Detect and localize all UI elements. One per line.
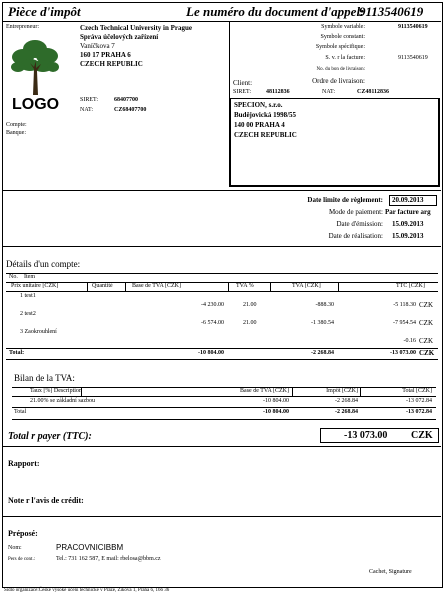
row-2-name: 2 test2	[20, 311, 36, 317]
vat-total-label: Total	[14, 409, 27, 415]
dates-divider	[3, 190, 441, 191]
due-date-label: Date limite de règlement:	[307, 196, 383, 204]
client-nat-label: NAT:	[322, 89, 336, 95]
supplier-line-5: CZECH REPUBLIC	[80, 60, 143, 68]
prepared-name: PRACOVNICIBBM	[56, 543, 124, 552]
realisation-date: 15.09.2013	[392, 232, 424, 240]
details-total-label: Total:	[9, 350, 25, 356]
issue-date: 15.09.2013	[392, 220, 424, 228]
symbol-label-2: Symbole spécifique:	[315, 44, 365, 50]
col-vat: TVA [CZK]	[292, 283, 321, 289]
row-1-ttc: -5 118.30	[393, 302, 416, 308]
supplier-siret: 68407700	[114, 97, 138, 103]
col-unit-price: Prix unitaire [CZK]	[11, 283, 59, 289]
col-no: No.	[9, 274, 18, 280]
client-line-1: SPECION, s.r.o.	[234, 101, 283, 109]
client-label: Client:	[233, 79, 253, 87]
symbol-value-3: 9113540619	[398, 55, 428, 61]
vat-row-vat: -2 268.84	[335, 398, 358, 404]
realisation-date-label: Date de réalisation:	[328, 232, 383, 240]
vat-col-total: Total [CZK]	[402, 388, 432, 394]
contact-value: Tel.: 731 162 587, E mail: rbelosa@bbm.cz	[56, 556, 161, 562]
supplier-line-2: Správa účelových zařízení	[80, 33, 159, 41]
table-header-rule-1	[6, 282, 438, 283]
col-item: Item	[24, 274, 35, 280]
details-total-ttc: -13 073.00	[390, 350, 416, 356]
row-1-base: -4 230.00	[201, 302, 224, 308]
document-title: Pièce d'impôt	[8, 4, 81, 19]
supplier-nat: CZ68407700	[114, 107, 147, 113]
table-total-rule	[6, 348, 438, 349]
payment-value: Par facture arg	[385, 208, 431, 216]
vat-col-rate: Taux [%] Description	[30, 388, 82, 394]
client-siret-label: SIRET:	[233, 89, 252, 95]
client-siret: 48112836	[266, 89, 290, 95]
vat-row-desc: 21.00% se základní sazbou	[30, 398, 95, 404]
header-divider	[3, 21, 441, 22]
vat-row-base: -10 804.00	[263, 398, 289, 404]
supplier-siret-label: SIRET:	[80, 97, 99, 103]
to-pay-label: Total r payer (TTC):	[8, 431, 92, 442]
banque-label: Banque:	[6, 130, 26, 136]
vat-summary-title: Bilan de la TVA:	[14, 373, 75, 383]
details-top-divider	[3, 246, 441, 247]
client-line-3: 140 00 PRAHA 4	[234, 121, 285, 129]
vat-total-vat: -2 268.84	[335, 409, 358, 415]
logo-text: LOGO	[12, 96, 60, 113]
to-pay-currency: CZK	[411, 430, 433, 441]
supplier-line-1: Czech Technical University in Prague	[80, 24, 192, 32]
details-total-vat: -2 268.84	[311, 350, 334, 356]
details-total-base: -10 804.00	[198, 350, 224, 356]
supplier-nat-label: NAT:	[80, 107, 94, 113]
client-line-2: Budějovická 1998/55	[234, 111, 297, 119]
stamp-signature-label: Cachet, Signature	[369, 569, 412, 575]
vat-header-sep-2	[292, 387, 293, 396]
payment-label: Mode de paiement:	[328, 208, 383, 216]
row-1-vat: -888.30	[315, 302, 334, 308]
doc-number-label: Le numéro du document d'appel:	[186, 4, 365, 19]
client-nat: CZ48112836	[357, 89, 390, 95]
supplier-line-3: Vaníčkova 7	[80, 42, 115, 50]
doc-number: 9113540619	[359, 4, 424, 19]
symbol-label-5: Ordre de livraison:	[312, 77, 365, 85]
col-quantity: Quantité	[92, 283, 113, 289]
vat-total-base: -10 804.00	[263, 409, 289, 415]
supplier-line-4: 160 17 PRAHA 6	[80, 51, 131, 59]
details-total-currency: CZK	[419, 349, 435, 357]
to-pay-value: -13 073.00	[344, 430, 388, 441]
row-1-currency: CZK	[419, 301, 433, 309]
contact-label: Pers de cont.:	[8, 557, 36, 562]
symbol-label-4: No. du bon de livraison:	[316, 67, 365, 72]
vat-header-sep-3	[360, 387, 361, 396]
symbol-label-0: Symbole variable:	[321, 24, 365, 30]
client-line-4: CZECH REPUBLIC	[234, 131, 297, 139]
table-header-rule-2	[6, 291, 438, 292]
table-bottom-rule	[6, 359, 438, 360]
credit-note-label: Note r l'avis de crédit:	[8, 496, 84, 505]
col-base: Base de TVA [CZK]	[132, 283, 181, 289]
issue-date-label: Date d'émission:	[336, 220, 383, 228]
header-sep-1	[87, 282, 88, 291]
rapport-label: Rapport:	[8, 459, 40, 468]
symbol-label-1: Symbole constant:	[320, 34, 365, 40]
table-top-rule	[6, 273, 438, 274]
due-date: 20.09.2013	[392, 196, 424, 204]
header-sep-2	[125, 282, 126, 291]
row-3-ttc: -0.16	[403, 338, 416, 344]
symbol-label-3: S. v. r la facture:	[325, 55, 365, 61]
vat-header-sep-1	[81, 387, 82, 396]
symbol-value-0: 9113540619	[398, 24, 428, 30]
compte-label: Compte:	[6, 122, 27, 128]
row-3-name: 3 Zaokrouhlení	[20, 329, 57, 335]
vat-col-vat: Impôt [CZK]	[326, 388, 358, 394]
row-1-name: 1 test1	[20, 293, 36, 299]
vat-bottom-rule	[12, 419, 436, 420]
tree-logo-icon	[10, 37, 60, 95]
row-3-currency: CZK	[419, 337, 433, 345]
prepared-name-label: Nom:	[8, 545, 22, 551]
header-sep-5	[338, 282, 339, 291]
row-2-rate: 21.00	[243, 320, 257, 326]
details-title: Détails d'un compte:	[6, 259, 81, 269]
header-sep-4	[270, 282, 271, 291]
footer-note: Sídlo organizace:České vysoké učení technické v Praze, Zikova 1, Praha 6, 166 36	[4, 588, 170, 593]
vat-header-bottom-rule	[12, 396, 436, 397]
vat-col-base: Base de TVA [CZK]	[240, 388, 289, 394]
to-pay-divider	[3, 446, 441, 447]
row-2-currency: CZK	[419, 319, 433, 327]
col-ttc: TTC [CZK]	[396, 283, 425, 289]
row-1-rate: 21.00	[243, 302, 257, 308]
vat-total-rule	[12, 407, 436, 408]
header-sep-3	[228, 282, 229, 291]
prepared-label: Préposé:	[8, 529, 38, 538]
vat-total-total: -13 072.84	[406, 409, 432, 415]
col-rate: TVA %	[236, 283, 254, 289]
row-2-ttc: -7 954.54	[393, 320, 416, 326]
row-2-base: -6 574.00	[201, 320, 224, 326]
supplier-label: Entrepreneur:	[6, 24, 39, 30]
vat-row-total: -13 072.84	[406, 398, 432, 404]
credit-divider	[3, 516, 441, 517]
row-2-vat: -1 380.54	[311, 320, 334, 326]
